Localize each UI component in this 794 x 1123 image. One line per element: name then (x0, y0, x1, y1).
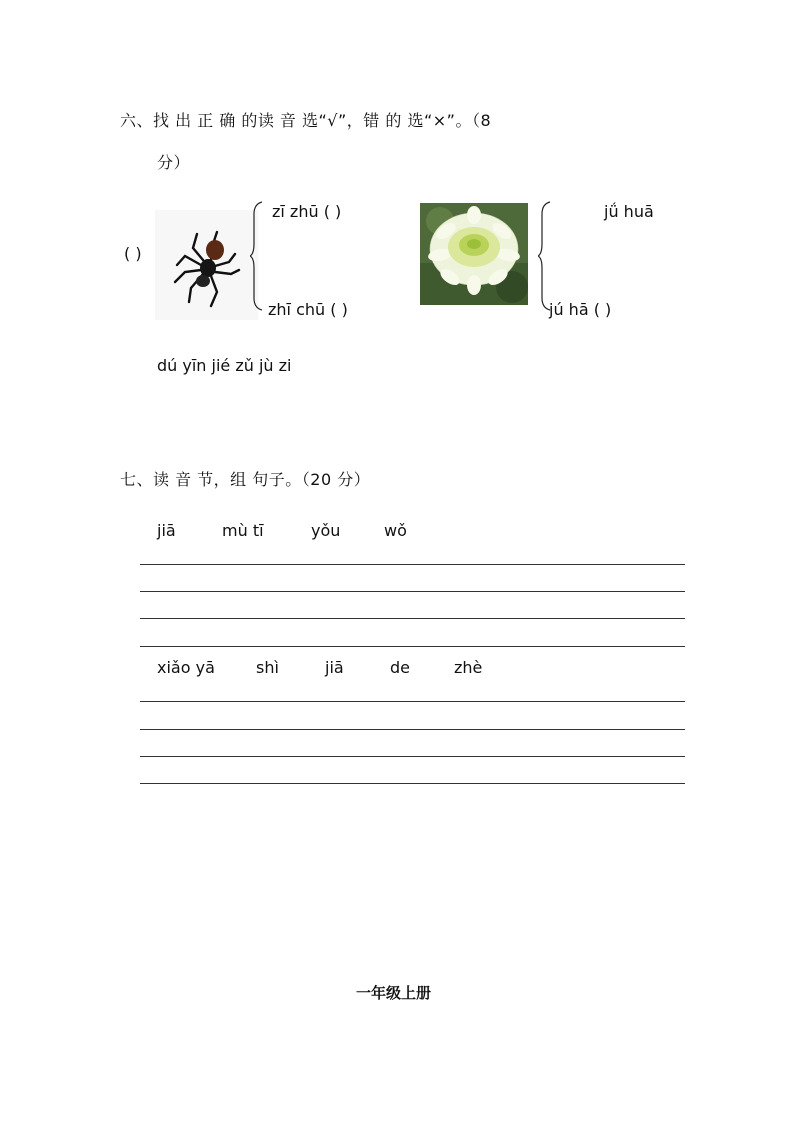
page-footer: 一年级上册 (356, 984, 432, 1002)
spider-option2: zhī chū ( ) (268, 300, 348, 319)
writing-line (140, 618, 685, 619)
writing-line (140, 646, 685, 647)
sentence2-syllable: shì (256, 658, 279, 677)
sentence2-syllable: de (390, 658, 410, 677)
flower-option1: jǘ huā (604, 202, 654, 221)
section7-title: 七、读 音 节，组 句子。（20 分） (120, 470, 371, 489)
writing-line (140, 564, 685, 565)
flower-brace (538, 200, 554, 312)
spider-icon (155, 210, 258, 320)
sentence1-syllable: wǒ (384, 521, 407, 540)
sentence1-syllable: yǒu (311, 521, 341, 540)
sentence2-syllable: zhè (454, 658, 483, 677)
sentence2-syllable: jiā (325, 658, 344, 677)
spider-brace (250, 200, 266, 312)
sentence1-syllable: jiā (157, 521, 176, 540)
writing-line (140, 729, 685, 730)
spider-option1: zī zhū ( ) (272, 202, 342, 221)
section6-pinyin-line: dú yīn jié zǔ jù zi (157, 356, 292, 375)
writing-line (140, 701, 685, 702)
spider-answer-paren: ( ) (124, 244, 142, 263)
section6-title-line1: 六、找 出 正 确 的读 音 选“√”，错 的 选“×”。（8 (120, 111, 492, 130)
flower-option2: jú hā ( ) (549, 300, 612, 319)
writing-line (140, 756, 685, 757)
sentence1-syllable: mù tī (222, 521, 264, 540)
writing-line (140, 591, 685, 592)
section6-title-line2: 分） (157, 153, 191, 172)
chrysanthemum-icon (420, 203, 528, 305)
sentence2-syllable: xiǎo yā (157, 658, 215, 677)
writing-line (140, 783, 685, 784)
